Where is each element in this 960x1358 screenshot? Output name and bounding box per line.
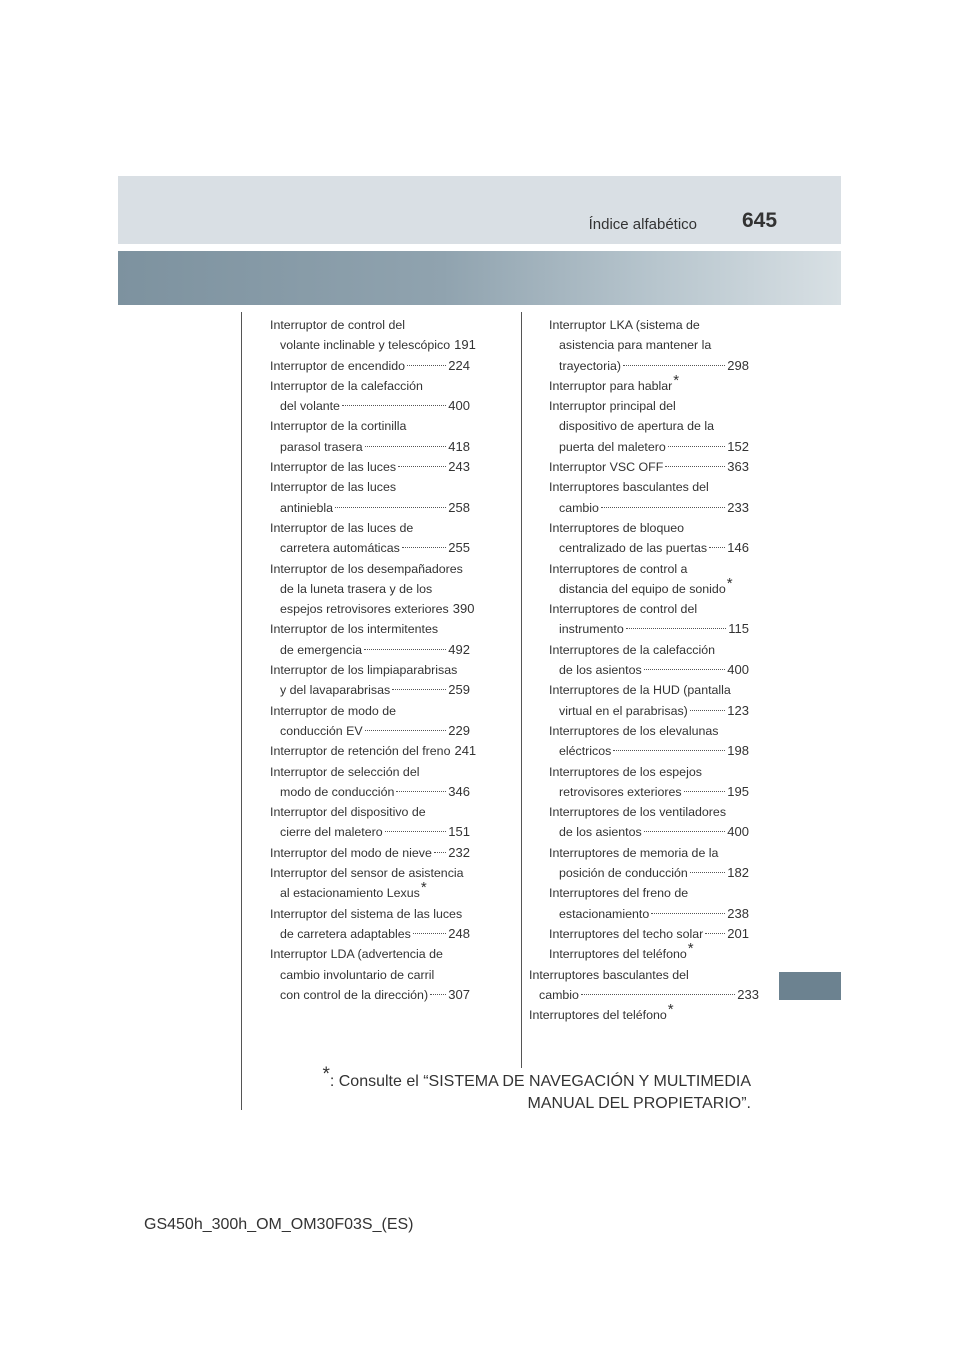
index-entry-text: estacionamiento <box>559 906 650 921</box>
dot-leader <box>402 547 446 548</box>
index-entry-line <box>549 437 749 457</box>
index-page-number: 115 <box>728 621 749 637</box>
asterisk-note-marker: * <box>667 1001 674 1019</box>
dot-leader <box>684 791 726 792</box>
dot-leader <box>430 994 446 995</box>
index-entry-text: espejos retrovisores exteriores <box>280 602 449 617</box>
index-page-number: 400 <box>727 824 749 840</box>
index-entry-line <box>270 498 470 518</box>
index-entry-text: de los asientos <box>559 825 642 840</box>
index-page-number: 233 <box>727 499 749 515</box>
index-entry-line <box>549 904 749 924</box>
index-entry-line <box>549 335 749 355</box>
dot-leader <box>365 730 447 731</box>
dot-leader <box>613 750 725 751</box>
index-entry-text: Interruptor de retención del freno <box>270 744 451 759</box>
index-page-number: 400 <box>448 398 470 414</box>
index-page-number: 259 <box>448 682 470 698</box>
index-entry-line <box>549 599 749 619</box>
index-page-number: 390 <box>452 601 475 617</box>
index-page-number: 241 <box>454 743 477 759</box>
index-entry-text: Interruptor de modo de <box>270 703 397 718</box>
index-entry-text: modo de conducción <box>280 784 395 799</box>
index-entry-line <box>549 721 749 741</box>
page-number: 645 <box>742 209 778 232</box>
index-entry-text: Interruptores del techo solar <box>549 926 704 941</box>
document-code: GS450h_300h_OM_OM30F03S_(ES) <box>144 1216 414 1233</box>
index-entry-text: Interruptor de los limpiaparabrisas <box>270 663 458 678</box>
dot-leader <box>668 446 726 447</box>
index-page-number: 238 <box>727 905 749 921</box>
index-entry-line <box>549 315 749 335</box>
index-entry-text: Interruptor del sistema de las luces <box>270 906 463 921</box>
asterisk-note-marker: * <box>673 371 680 389</box>
index-entry-line <box>270 741 477 761</box>
index-entry-text: Interruptor de control del <box>270 318 405 332</box>
index-entry-line <box>270 721 470 741</box>
dot-leader <box>434 852 446 853</box>
index-entry-line <box>270 416 470 436</box>
footnote-line-2: MANUAL DEL PROPIETARIO”. <box>527 1095 751 1112</box>
index-entry-line <box>549 802 749 822</box>
index-page-number: 152 <box>727 438 749 454</box>
dot-leader <box>665 466 725 467</box>
index-page-number: 363 <box>727 459 749 475</box>
index-entry-text: distancia del equipo de sonido <box>559 581 726 596</box>
index-entry-text: Interruptores de memoria de la <box>549 845 719 860</box>
index-entry-line <box>270 640 470 660</box>
dot-leader <box>392 689 446 690</box>
index-entry-line <box>270 863 470 883</box>
dot-leader <box>398 466 446 467</box>
index-entry-line <box>549 762 749 782</box>
index-entry-line <box>270 924 470 944</box>
index-entry-text: Interruptor del modo de nieve <box>270 845 432 860</box>
dot-leader <box>581 994 735 995</box>
index-entry-text: Interruptor LKA (sistema de <box>549 318 700 332</box>
index-entry-line <box>270 518 470 538</box>
index-page-number: 182 <box>727 865 749 881</box>
index-page-number: 201 <box>727 925 749 941</box>
index-entry-text: Interruptores de control del <box>549 602 698 617</box>
dot-leader <box>626 628 727 629</box>
index-entry-text: eléctricos <box>559 744 612 759</box>
index-entry-line <box>270 376 470 396</box>
index-entry-text: Interruptores de los elevalunas <box>549 723 719 738</box>
index-entry-line <box>270 965 470 985</box>
index-entry-line <box>270 762 470 782</box>
index-entry-line <box>549 457 749 477</box>
index-page-number: 151 <box>448 824 470 840</box>
index-entry-text: Interruptores basculantes del <box>529 967 689 982</box>
index-entry-text: dispositivo de apertura de la <box>559 419 714 434</box>
dot-leader <box>407 365 446 366</box>
index-page-number: 418 <box>448 438 470 454</box>
index-entry-text: Interruptor de las luces <box>270 460 397 475</box>
index-entry-text: Interruptor de las luces de <box>270 520 414 535</box>
index-entry-text: Interruptor de selección del <box>270 764 420 779</box>
index-entry-text: antiniebla <box>280 500 334 515</box>
index-entry-text: Interruptores de los ventiladores <box>549 805 727 820</box>
index-entry-text: Interruptores de control a <box>549 561 688 576</box>
index-page-number: 248 <box>448 925 470 941</box>
index-entry-line <box>270 660 470 680</box>
column-divider-middle <box>521 312 522 1068</box>
index-entry-text: posición de conducción <box>559 866 688 881</box>
index-entry-text: Interruptores de la HUD (pantalla <box>549 683 731 698</box>
index-entry-line <box>549 640 749 660</box>
index-entry-line <box>549 680 749 700</box>
dot-leader <box>690 710 726 711</box>
index-entry-line <box>270 985 470 1005</box>
index-entry-line <box>549 477 749 497</box>
index-entry-text: con control de la dirección) <box>280 987 429 1002</box>
index-page-number: 346 <box>448 783 470 799</box>
index-entry-line <box>270 599 475 619</box>
index-page-number: 492 <box>448 641 470 657</box>
index-entry-line <box>270 396 470 416</box>
index-entry-line <box>529 1001 749 1025</box>
index-entry-text: Interruptor de encendido <box>270 358 406 373</box>
index-entry-text: cambio <box>559 500 599 515</box>
index-entry-text: conducción EV <box>280 723 363 738</box>
index-entry-line <box>549 924 749 944</box>
asterisk-note-marker: * <box>687 940 694 958</box>
index-entry-line <box>549 660 749 680</box>
index-entry-text: de carretera adaptables <box>280 926 411 941</box>
index-page-number: 146 <box>727 540 749 556</box>
index-entry-text: Interruptor del sensor de asistencia <box>270 866 464 881</box>
index-entry-line <box>270 457 470 477</box>
index-entry-text: Interruptores basculantes del <box>549 480 709 495</box>
index-entry-text: centralizado de las puertas <box>559 541 708 556</box>
index-entry-text: retrovisores exteriores <box>559 784 682 799</box>
index-page-number: 198 <box>727 743 749 759</box>
index-entry-line <box>270 619 470 639</box>
index-page-number: 232 <box>448 844 470 860</box>
index-entry-line <box>270 782 470 802</box>
footnote <box>300 1064 751 1115</box>
index-entry-line <box>549 574 749 599</box>
section-tab <box>779 972 841 1000</box>
index-entry-line <box>549 843 749 863</box>
index-entry-line <box>270 680 470 700</box>
index-entry-line <box>549 701 749 721</box>
index-page-number: 400 <box>727 662 749 678</box>
index-entry-text: Interruptor de los desempañadores <box>270 561 463 576</box>
index-entry-text: trayectoria) <box>559 358 621 373</box>
index-entry-text: instrumento <box>559 622 624 637</box>
index-entry-line <box>549 356 749 376</box>
index-entry-line <box>549 416 749 436</box>
index-entry-line <box>549 371 749 396</box>
index-entry-text: Interruptor de los intermitentes <box>270 622 439 637</box>
index-page-number: 307 <box>448 986 470 1002</box>
index-page-number: 233 <box>737 986 759 1002</box>
index-entry-line <box>270 944 470 964</box>
index-page-number: 258 <box>448 499 470 515</box>
index-entry-line <box>549 822 749 842</box>
index-entry-line <box>270 579 470 599</box>
index-entry-text: Interruptor de la calefacción <box>270 378 423 393</box>
index-entry-text: Interruptores del freno de <box>549 886 689 901</box>
dot-leader <box>396 791 446 792</box>
index-entry-line <box>270 538 470 558</box>
index-entry-text: Interruptores del teléfono <box>549 947 687 962</box>
index-entry-line <box>549 863 749 883</box>
index-page-number: 195 <box>727 783 749 799</box>
index-entry-text: volante inclinable y telescópico <box>280 338 451 353</box>
index-entry-line <box>549 518 749 538</box>
index-entry-line <box>270 843 470 863</box>
dot-leader <box>385 831 447 832</box>
index-entry-line <box>549 538 749 558</box>
index-entry-line <box>270 822 470 842</box>
index-entry-line <box>270 879 470 903</box>
index-entry-text: de emergencia <box>280 642 362 657</box>
index-column-1 <box>270 315 477 1005</box>
index-entry-line <box>549 396 749 416</box>
index-page-number: 123 <box>727 702 749 718</box>
footnote-text-1: : Consulte el “SISTEMA DE NAVEGACIÓN Y MULTIMEDIA <box>329 1073 751 1090</box>
index-entry-text: carretera automáticas <box>280 541 400 556</box>
index-entry-line <box>270 802 470 822</box>
index-entry-text: Interruptores del teléfono <box>529 1008 667 1023</box>
dot-leader <box>601 507 725 508</box>
index-column-2 <box>529 315 759 1025</box>
index-entry-line <box>270 701 470 721</box>
index-entry-text: del volante <box>280 399 340 414</box>
dot-leader <box>705 933 725 934</box>
index-entry-line <box>270 477 470 497</box>
index-entry-text: cambio involuntario de carril <box>280 967 435 982</box>
index-entry-line <box>549 619 749 639</box>
dot-leader <box>709 547 725 548</box>
index-page-number: 243 <box>448 459 470 475</box>
dot-leader <box>413 933 446 934</box>
index-page-number: 298 <box>727 357 749 373</box>
asterisk-note-marker: * <box>420 879 427 897</box>
dot-leader <box>623 365 725 366</box>
index-entry-line <box>270 559 470 579</box>
index-page-number: 191 <box>454 337 476 353</box>
index-entry-text: Interruptor LDA (advertencia de <box>270 947 443 962</box>
column-divider-left <box>241 312 242 1110</box>
dot-leader <box>644 669 726 670</box>
index-entry-text: asistencia para mantener la <box>559 338 712 353</box>
index-entry-line <box>270 335 476 355</box>
dot-leader <box>335 507 446 508</box>
index-page-number: 229 <box>448 722 470 738</box>
dot-leader <box>365 446 447 447</box>
index-entry-text: Interruptores de la calefacción <box>549 642 715 657</box>
index-entry-text: virtual en el parabrisas) <box>559 703 688 718</box>
section-title: Índice alfabético <box>588 216 697 233</box>
index-entry-line <box>270 315 470 335</box>
index-entry-text: cambio <box>539 987 579 1002</box>
index-entry-line <box>549 883 749 903</box>
index-entry-text: Interruptor para hablar <box>549 378 673 393</box>
index-page-number: 224 <box>448 357 470 373</box>
index-entry-line <box>270 904 470 924</box>
index-entry-text: Interruptor VSC OFF <box>549 460 664 475</box>
index-entry-text: Interruptores de bloqueo <box>549 520 685 535</box>
index-entry-text: Interruptor principal del <box>549 399 676 414</box>
dot-leader <box>364 649 446 650</box>
index-entry-text: al estacionamiento Lexus <box>280 886 420 901</box>
index-entry-text: cierre del maletero <box>280 825 383 840</box>
index-entry-line <box>549 940 749 964</box>
index-entry-text: y del lavaparabrisas <box>280 683 391 698</box>
index-entry-line <box>270 437 470 457</box>
index-entry-line <box>529 965 749 985</box>
index-entry-line <box>549 559 749 579</box>
index-entry-text: Interruptor de las luces <box>270 480 397 495</box>
dot-leader <box>342 405 446 406</box>
index-entry-text: parasol trasera <box>280 439 363 454</box>
dot-leader <box>651 913 725 914</box>
index-entry-line <box>549 782 749 802</box>
index-entry-text: Interruptores de los espejos <box>549 764 702 779</box>
dot-leader <box>690 872 725 873</box>
index-entry-line <box>549 498 749 518</box>
index-entry-text: Interruptor de la cortinilla <box>270 419 407 434</box>
footnote-asterisk: * <box>322 1064 330 1085</box>
page-header <box>118 176 841 244</box>
asterisk-note-marker: * <box>726 574 733 592</box>
index-entry-text: Interruptor del dispositivo de <box>270 805 426 820</box>
dot-leader <box>644 831 726 832</box>
index-entry-text: de la luneta trasera y de los <box>280 581 433 596</box>
index-page-number: 255 <box>448 540 470 556</box>
index-entry-text: puerta del maletero <box>559 439 666 454</box>
index-entry-line <box>529 985 759 1005</box>
header-band <box>118 251 841 305</box>
index-entry-line <box>270 356 470 376</box>
index-entry-text: de los asientos <box>559 663 642 678</box>
footnote-line-1 <box>300 1064 751 1093</box>
index-entry-line <box>549 741 749 761</box>
